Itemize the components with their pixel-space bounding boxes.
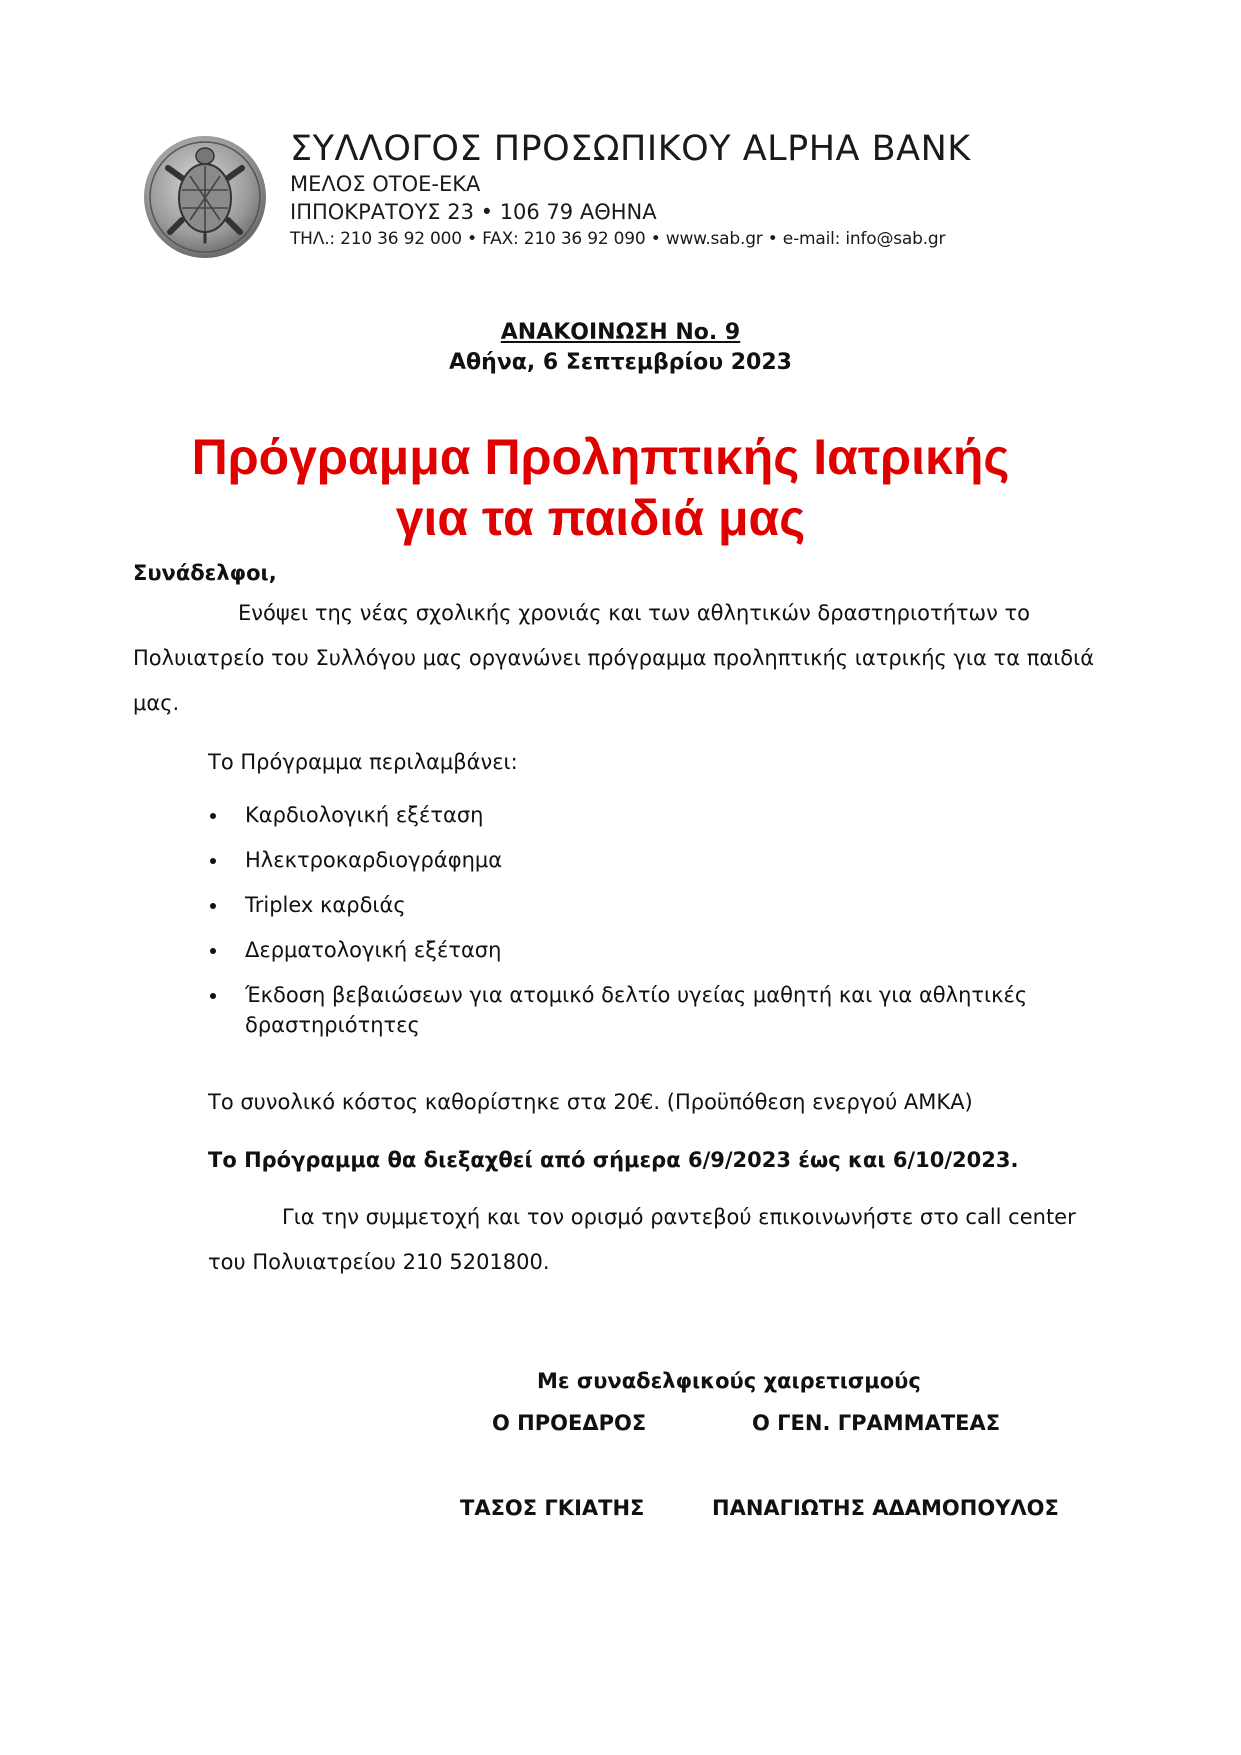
list-item: [208, 890, 1027, 920]
org-membership: ΜΕΛΟΣ ΟΤΟΕ-ΕΚΑ: [290, 172, 481, 196]
bullet-icon: [210, 858, 216, 864]
list-item-text: Έκδοση βεβαιώσεων για ατομικό δελτίο υγείας μαθητή και για αθλητικές: [245, 983, 1028, 1007]
list-item-text: Καρδιολογική εξέταση: [245, 803, 484, 827]
list-item: [208, 980, 1027, 1040]
bullet-icon: [210, 903, 216, 909]
closing-greeting: Με συναδελφικούς χαιρετισμούς: [537, 1369, 921, 1393]
list-item-text: Δερματολογική εξέταση: [245, 938, 502, 962]
list-item-text: Triplex καρδιάς: [245, 893, 406, 917]
list-item: [208, 800, 1027, 830]
org-name: ΣΥΛΛΟΓΟΣ ΠΡΟΣΩΠΙΚΟΥ ALPHA BANK: [290, 129, 971, 169]
call-center-line-2: του Πολυιατρείου 210 5201800.: [208, 1250, 550, 1274]
president-name: ΤΑΣΟΣ ΓΚΙΑΤΗΣ: [460, 1496, 645, 1520]
list-item: [208, 935, 1027, 965]
president-title: Ο ΠΡΟΕΔΡΟΣ: [492, 1411, 647, 1435]
list-item-continuation: δραστηριότητες: [245, 1013, 420, 1037]
program-items-list: [208, 800, 1027, 1055]
secretary-title: Ο ΓΕΝ. ΓΡΑΜΜΑΤΕΑΣ: [752, 1411, 1001, 1435]
bullet-icon: [210, 993, 216, 999]
cost-note: Το συνολικό κόστος καθορίστηκε στα 20€. (Προϋπόθεση ενεργού ΑΜΚΑ): [208, 1090, 973, 1114]
secretary-name: ΠΑΝΑΓΙΩΤΗΣ ΑΔΑΜΟΠΟΥΛΟΣ: [712, 1496, 1059, 1520]
call-center-line-1: Για την συμμετοχή και τον ορισμό ραντεβού επικοινωνήστε στο call center: [282, 1205, 1076, 1229]
bullet-icon: [210, 813, 216, 819]
letterhead: [290, 128, 971, 252]
announcement-date: Αθήνα, 6 Σεπτεμβρίου 2023: [449, 350, 792, 375]
includes-label: Το Πρόγραμμα περιλαμβάνει:: [208, 750, 518, 774]
list-item: [208, 845, 1027, 875]
intro-line-3: μας.: [133, 691, 180, 715]
page-title-line1: Πρόγραμμα Προληπτικής Ιατρικής: [191, 429, 1010, 485]
list-item-text: Ηλεκτροκαρδιογράφημα: [245, 848, 503, 872]
intro-line-2: Πολυιατρείο του Συλλόγου μας οργανώνει πρόγραμμα προληπτικής ιατρικής για τα παιδιά: [133, 646, 1095, 670]
announcement-number: [0, 318, 1241, 348]
page-title-line2: για τα παιδιά μας: [395, 490, 806, 546]
announcement-number-text: ΑΝΑΚΟΙΝΩΣΗ No. 9: [500, 320, 741, 345]
greeting: Συνάδελφοι,: [133, 561, 277, 585]
org-address: ΙΠΠΟΚΡΑΤΟΥΣ 23 • 106 79 ΑΘΗΝΑ: [290, 200, 657, 224]
bullet-icon: [210, 948, 216, 954]
program-period: Το Πρόγραμμα θα διεξαχθεί από σήμερα 6/9/2023 έως και 6/10/2023.: [208, 1148, 1019, 1172]
intro-line-1: Ενόψει της νέας σχολικής χρονιάς και των αθλητικών δραστηριοτήτων το: [238, 601, 1031, 625]
org-contact: ΤΗΛ.: 210 36 92 000 • FAX: 210 36 92 090 • www.sab.gr • e-mail: info@sab.gr: [290, 229, 946, 249]
turtle-seal-icon: [142, 134, 268, 260]
